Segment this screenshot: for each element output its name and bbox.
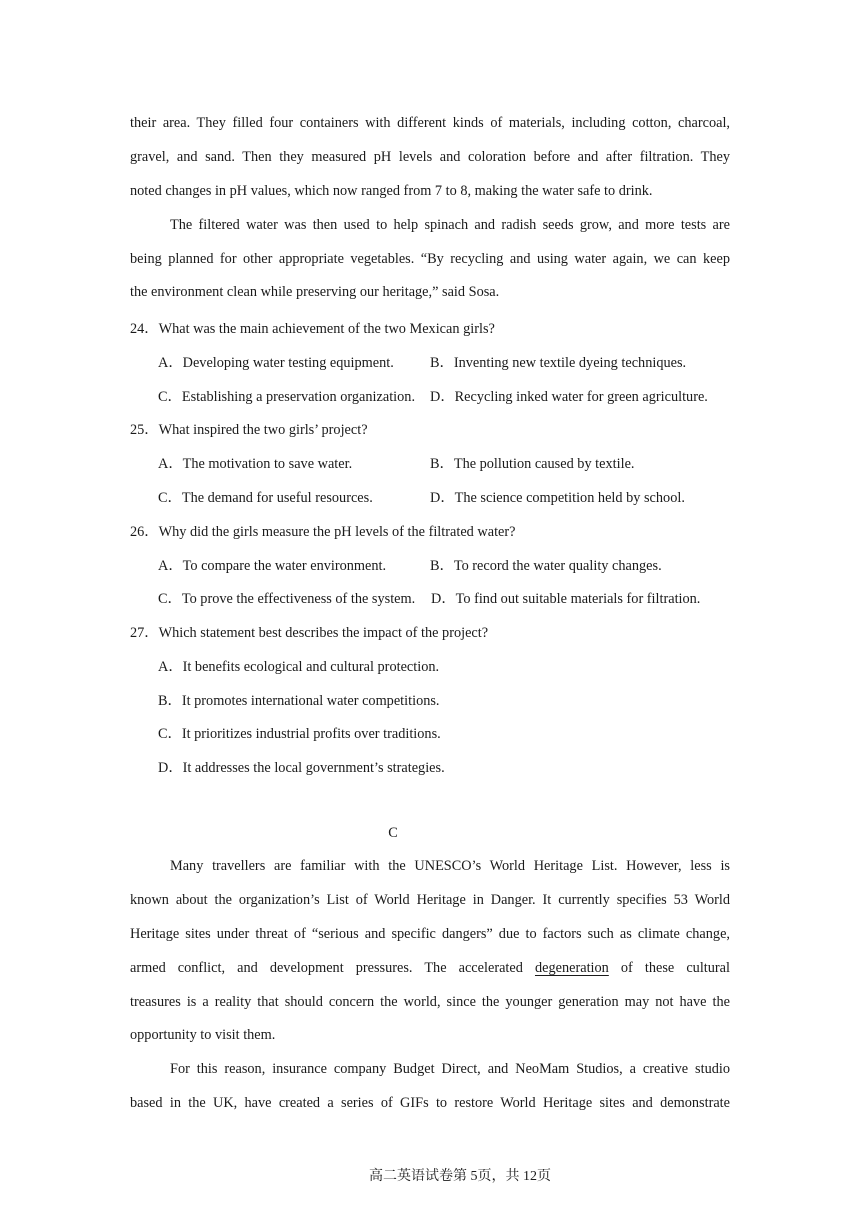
passage-line: noted changes in pH values, which now ranged from 7 to 8, making the water safe to drink. xyxy=(130,183,653,199)
q24-option-c[interactable]: C．Establishing a preservation organization. xyxy=(158,389,416,405)
q27-option-d[interactable]: D．It addresses the local government’s strategies. xyxy=(158,760,445,776)
q26-option-c[interactable]: C．To prove the effectiveness of the system. xyxy=(158,591,416,607)
underlined-word: degeneration xyxy=(534,960,609,976)
passage-line: treasures is a reality that should concern the world, since the younger generation may not have the xyxy=(130,994,730,1010)
q25-option-d[interactable]: D．The science competition held by school. xyxy=(430,490,685,506)
q27-option-b[interactable]: B．It promotes international water competitions. xyxy=(158,693,440,709)
q24-option-d[interactable]: D．Recycling inked water for green agriculture. xyxy=(430,389,708,405)
passage-line: the environment clean while preserving our heritage,” said Sosa. xyxy=(130,284,500,300)
passage-line: Heritage sites under threat of “serious and specific dangers” due to factors such as climate change, xyxy=(130,926,730,942)
passage-line: Many travellers are familiar with the UNESCO’s World Heritage List. However, less is xyxy=(170,858,730,874)
passage-line: The filtered water was then used to help spinach and radish seeds grow, and more tests are xyxy=(170,217,730,233)
q25-option-a[interactable]: A．The motivation to save water. xyxy=(158,456,353,472)
passage-line: their area. They filled four containers with different kinds of materials, including cotton, charcoal, xyxy=(130,115,730,131)
question-25-stem: 25．What inspired the two girls’ project? xyxy=(130,422,368,438)
q27-option-a[interactable]: A．It benefits ecological and cultural protection. xyxy=(158,659,440,675)
passage-text: of these cultural xyxy=(620,960,730,976)
passage-line: gravel, and sand. Then they measured pH levels and coloration before and after filtration. They xyxy=(130,149,730,165)
q24-option-b[interactable]: B．Inventing new textile dyeing techniques. xyxy=(430,355,687,371)
page-footer: 高二英语试卷第 5页，共 12页 xyxy=(369,1169,551,1184)
passage-line: known about the organization’s List of World Heritage in Danger. It currently specifies 53 World xyxy=(130,892,730,908)
q26-option-d[interactable]: D．To find out suitable materials for filtration. xyxy=(431,591,701,607)
question-27-stem: 27．Which statement best describes the impact of the project? xyxy=(130,625,489,641)
passage-line: opportunity to visit them. xyxy=(130,1027,276,1043)
passage-line: For this reason, insurance company Budget Direct, and NeoMam Studios, a creative studio xyxy=(170,1061,730,1077)
question-24-stem: 24．What was the main achievement of the two Mexican girls? xyxy=(130,321,495,337)
section-heading: C xyxy=(388,825,398,841)
q25-option-b[interactable]: B．The pollution caused by textile. xyxy=(430,456,635,472)
q26-option-b[interactable]: B．To record the water quality changes. xyxy=(430,558,662,574)
q26-option-a[interactable]: A．To compare the water environment. xyxy=(158,558,387,574)
passage-line xyxy=(130,960,730,977)
passage-text: armed conflict, and development pressures. The accelerated xyxy=(130,960,523,976)
passage-line: being planned for other appropriate vegetables. “By recycling and using water again, we can keep xyxy=(130,251,730,267)
passage-line: based in the UK, have created a series of GIFs to restore World Heritage sites and demonstrate xyxy=(130,1095,730,1111)
q27-option-c[interactable]: C．It prioritizes industrial profits over traditions. xyxy=(158,726,441,742)
question-26-stem: 26．Why did the girls measure the pH levels of the filtrated water? xyxy=(130,524,516,540)
q24-option-a[interactable]: A．Developing water testing equipment. xyxy=(158,355,394,371)
q25-option-c[interactable]: C．The demand for useful resources. xyxy=(158,490,373,506)
